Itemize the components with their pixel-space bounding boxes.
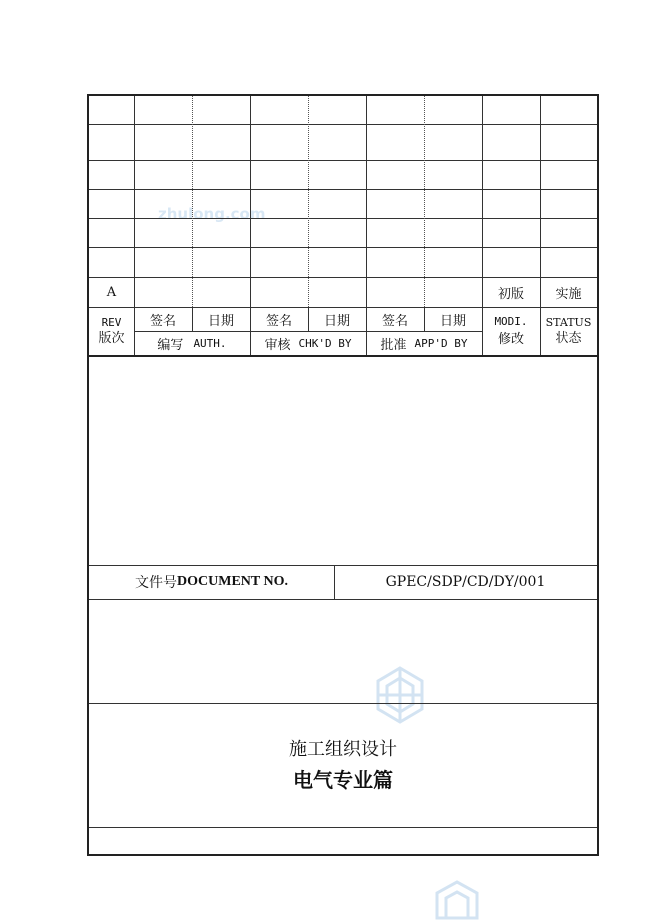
- date-label-1: 日期: [207, 313, 234, 329]
- chk-label: [250, 331, 366, 355]
- modi-header: [482, 307, 540, 355]
- document-title-line2: 电气专业篇: [293, 767, 393, 792]
- chk-label-en: CHK'D BY: [298, 336, 352, 350]
- app-label: [366, 331, 482, 355]
- document-title-line1: 施工组织设计: [289, 739, 397, 760]
- date-label-3: 日期: [439, 313, 466, 329]
- date-label-2: 日期: [323, 313, 350, 329]
- document-number-label: [89, 565, 334, 599]
- modi-label-cn: 修改: [497, 332, 524, 347]
- app-label-en: APP'D BY: [414, 336, 468, 350]
- sign-label-3: 签名: [381, 313, 408, 329]
- document-number-value: GPEC/SDP/CD/DY/001: [385, 574, 546, 590]
- watermark-text: zhulong.com: [158, 205, 266, 223]
- chk-label-cn: 审核: [264, 337, 291, 353]
- auth-label-en: AUTH.: [193, 336, 227, 350]
- rev-label-en: REV: [101, 316, 122, 329]
- modi-label-en: MODI.: [494, 315, 528, 328]
- status-label-en: STATUS: [545, 316, 592, 329]
- watermark-logo-icon-bottom: [432, 878, 482, 920]
- sign-label-2: 签名: [265, 313, 292, 329]
- doc-no-label-en: DOCUMENT NO.: [177, 574, 288, 589]
- status-value: 实施: [555, 286, 582, 302]
- auth-label-cn: 编写: [157, 337, 184, 353]
- app-label-cn: 批准: [380, 337, 407, 353]
- auth-label: [134, 331, 250, 355]
- rev-header: [89, 307, 134, 355]
- modi-value: 初版: [497, 286, 524, 302]
- rev-label-cn: 版次: [98, 331, 125, 346]
- sign-label-1: 签名: [149, 313, 176, 329]
- rev-value: A: [106, 284, 117, 300]
- status-header: [540, 307, 597, 355]
- document-cover-frame: [87, 94, 599, 856]
- status-label-cn: 状态: [555, 331, 582, 346]
- doc-no-label-cn: 文件号: [135, 575, 178, 591]
